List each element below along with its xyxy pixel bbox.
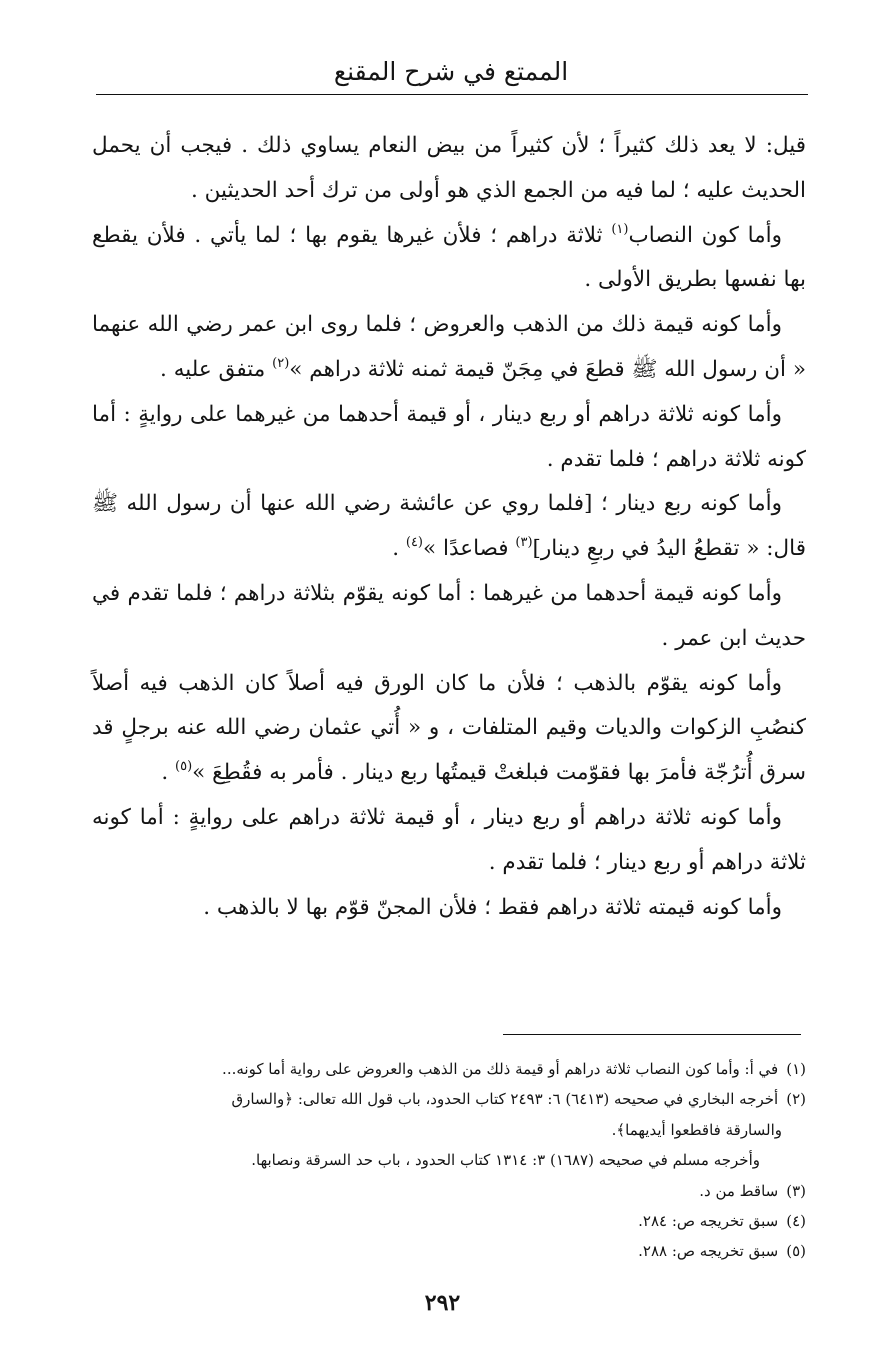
paragraph-3-text-end: متفق عليه . xyxy=(160,356,273,382)
footnote-1 xyxy=(92,1054,806,1084)
footnote-mark-2: (٢) xyxy=(272,355,290,371)
footnote-number: (٥) xyxy=(786,1242,806,1261)
paragraph-2-text-end: ثلاثة دراهم ؛ فلأن غيرها يقوم بها ؛ لما يأتي . فلأن يقطع بها نفسها بطريق الأولى . xyxy=(92,222,806,293)
paragraph-5-text-middle: فصاعدًا » xyxy=(423,536,516,562)
footnote-mark-1: (١) xyxy=(611,221,629,237)
footnote-2 xyxy=(92,1084,806,1114)
paragraph-5-text-end: . xyxy=(392,536,406,562)
paragraph-2 xyxy=(92,214,806,304)
paragraph-7-text-end: . xyxy=(161,760,176,786)
footnote-5 xyxy=(92,1236,806,1266)
paragraph-5-text-start: وأما كونه ربع دينار ؛ [فلما روي عن عائشة رضي الله عنها أن رسول الله ﷺ قال: « تقطعُ اليدُ في ربعِ دينار] xyxy=(92,491,806,562)
footnote-number: (٤) xyxy=(786,1212,806,1231)
paragraph-7 xyxy=(92,662,806,796)
footnote-mark-4: (٤) xyxy=(405,535,423,551)
main-text xyxy=(92,124,806,930)
footnote-number: (٢) xyxy=(786,1090,806,1109)
running-header-title: الممتع في شرح المقنع xyxy=(333,57,569,86)
footnote-2-continuation xyxy=(92,1115,806,1145)
footnote-text: سبق تخريجه ص: ٢٨٤. xyxy=(638,1212,779,1231)
paragraph-1: قيل: لا يعد ذلك كثيراً ؛ لأن كثيراً من بيض النعام يساوي ذلك . فيجب أن يحمل الحديث عليه ؛ لما فيه من الجمع الذي هو أولى من ترك أحد الحديثين . xyxy=(92,133,806,203)
paragraph-3-text-start: وأما كونه قيمة ذلك من الذهب والعروض ؛ فلما روى ابن عمر رضي الله عنهما « أن رسول الله ﷺ قطعَ في مِجَنّ قيمة ثمنه ثلاثة دراهم » xyxy=(92,312,806,382)
footnote-mark-5: (٥) xyxy=(175,759,193,775)
footnote-number: (١) xyxy=(786,1060,806,1078)
footnotes xyxy=(92,1054,806,1267)
paragraph-4: وأما كونه ثلاثة دراهم أو ربع دينار ، أو قيمة أحدهما من غيرهما على روايةٍ : أما كونه ثلاثة دراهم ؛ فلما تقدم . xyxy=(92,401,806,472)
footnote-2-second-source xyxy=(92,1145,806,1175)
footnote-text: في أ: وأما كون النصاب ثلاثة دراهم أو قيمة ذلك من الذهب والعروض على رواية أما كونه... xyxy=(222,1060,779,1078)
paragraph-7-text-start: وأما كونه يقوّم بالذهب ؛ فلأن ما كان الورق فيه أصلاً كان الذهب فيه أصلاً كنصُبِ الزكوات والديات وقيم المتلفات ، و « أُتي عثمان رضي الله عنه برجلٍ قد سرق أُترُجّة فأمرَ بها فقوّمت فبلغتْ قيمتُها ربع دينار . فأمر به فقُطِعَ » xyxy=(92,670,806,786)
footnote-number: (٣) xyxy=(786,1181,806,1200)
page-number: ٢٩٢ xyxy=(424,1290,461,1316)
footnote-text: أخرجه البخاري في صحيحه (٦٤١٣) ٦: ٢٤٩٣ كتاب الحدود، باب قول الله تعالى: ﴿والسارق xyxy=(231,1090,779,1109)
paragraph-5 xyxy=(92,482,806,572)
paragraph-6: وأما كونه قيمة أحدهما من غيرهما : أما كونه يقوّم بثلاثة دراهم ؛ فلما تقدم في حديث ابن عمر . xyxy=(92,580,806,651)
paragraph-2-text-start: وأما كون النصاب xyxy=(628,222,783,248)
footnote-text: وأخرجه مسلم في صحيحه (١٦٨٧) ٣: ١٣١٤ كتاب الحدود ، باب حد السرقة ونصابها. xyxy=(251,1151,760,1170)
paragraph-3 xyxy=(92,303,806,393)
footnote-separator xyxy=(503,1034,801,1035)
paragraph-9: وأما كونه قيمته ثلاثة دراهم فقط ؛ فلأن المجنّ قوّم بها لا بالذهب . xyxy=(203,894,782,920)
footnote-text: والسارقة فاقطعوا أيديهما﴾. xyxy=(611,1120,782,1139)
footnote-4 xyxy=(92,1206,806,1236)
footnote-mark-3: (٣) xyxy=(515,535,533,551)
paragraph-8: وأما كونه ثلاثة دراهم أو ربع دينار ، أو قيمة ثلاثة دراهم على روايةٍ : أما كونه ثلاثة دراهم أو ربع دينار ؛ فلما تقدم . xyxy=(92,804,806,875)
footnote-text: سبق تخريجه ص: ٢٨٨. xyxy=(638,1242,779,1261)
header-rule xyxy=(96,94,808,95)
footnote-text: ساقط من د. xyxy=(699,1181,779,1200)
footnote-3 xyxy=(92,1176,806,1206)
